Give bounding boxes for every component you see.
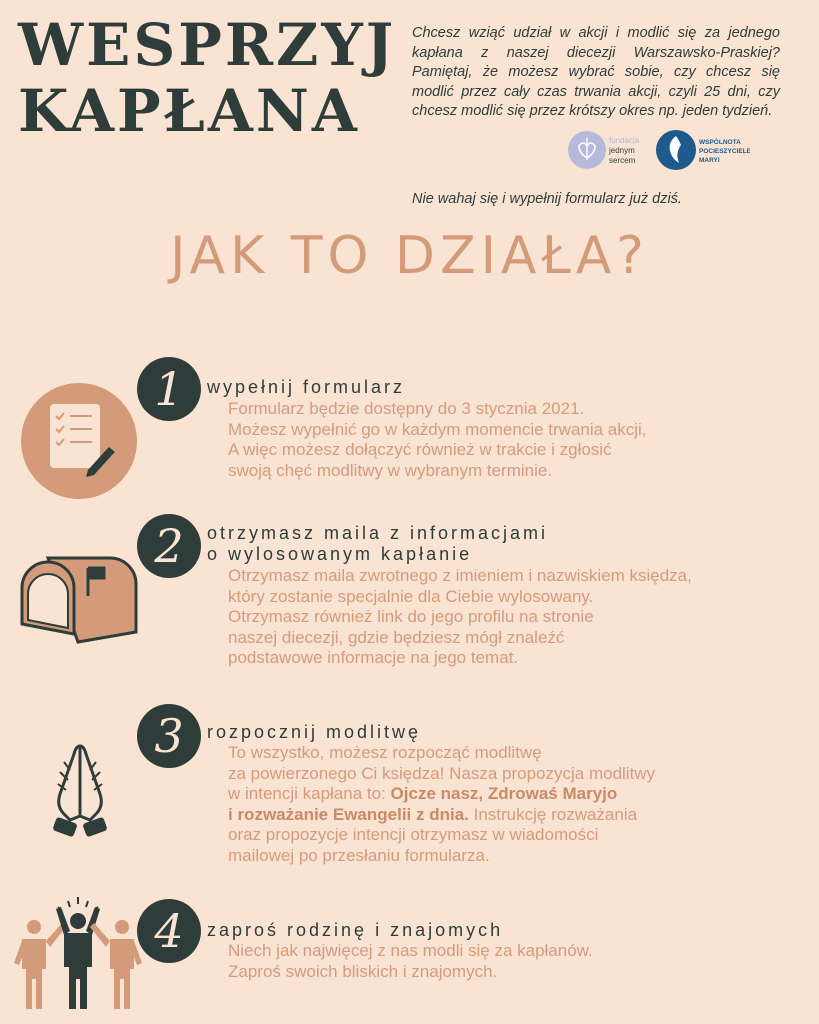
logo-fundacja: [567, 130, 647, 170]
step-2-body: [228, 566, 692, 669]
step-2-line: który zostanie specjalnie dla Ciebie wylosowany.: [228, 586, 594, 606]
people-icon: [12, 895, 144, 1018]
form-icon: [20, 382, 138, 505]
step-1-line: Formularz będzie dostępny do 3 stycznia 2021.: [228, 399, 585, 418]
step-4-title: zaproś rodzinę i znajomych: [207, 920, 504, 940]
mailbox-icon: [18, 548, 140, 649]
step-3-line: za powierzonego Ci księdza! Nasza propozycja modlitwy: [228, 763, 656, 783]
step-3-body: [228, 743, 655, 866]
heart-logo-icon: [567, 130, 647, 170]
step-1-line: swoją chęć modlitwy w wybranym terminie.: [228, 460, 553, 480]
step-2-line: Otrzymasz maila zwrotnego z imieniem i nazwiskiem księdza,: [228, 566, 692, 585]
logo1-text-1: fundacja: [609, 136, 640, 145]
step-2-line: naszej diecezji, gdzie będziesz mógł znaleźć: [228, 627, 565, 647]
step-3-line: To wszystko, możesz rozpocząć modlitwę: [228, 743, 542, 762]
step-3-text: Instrukcję rozważania: [468, 804, 638, 824]
mary-logo-icon: [655, 129, 750, 171]
step-3-line: [228, 784, 655, 805]
step-3-text: w intencji kapłana to:: [228, 784, 391, 803]
step-4-body: [228, 941, 593, 982]
step-1-line: Możesz wypełnić go w każdym momencie trwania akcji,: [228, 419, 647, 439]
step-1-line: A więc możesz dołączyć również w trakcie i zgłosić: [228, 440, 612, 459]
title-line-1: WESPRZYJ: [18, 11, 397, 79]
step-3-bold: i rozważanie Ewangelii z dnia.: [228, 804, 469, 824]
step-4-line: Zaproś swoich bliskich i znajomych.: [228, 961, 498, 981]
step-3-line: mailowej po przesłaniu formularza.: [228, 845, 490, 865]
step-2-title-line: otrzymasz maila z informacjami: [207, 523, 549, 543]
logo2-text-2: POCIESZYCIELE: [699, 148, 750, 155]
step-3-number: 3: [137, 704, 201, 768]
intro-text: Chcesz wziąć udział w akcji i modlić się za jednego kapłana z naszej diecezji Warszawsko-Praskiej? Pamiętaj, że możesz wybrać sobie, czy chcesz się modlić przez cały czas trwania akcji, czyli 25 dni, czy chcesz modlić się przez krótszy okres np. jeden tydzień.: [412, 25, 780, 119]
step-4-line: Niech jak najwięcej z nas modli się za kapłanów.: [228, 941, 593, 960]
logo-wspolnota: [655, 129, 750, 171]
praying-hands-icon: [40, 740, 120, 845]
step-2-number: 2: [137, 514, 201, 578]
step-3-line: [228, 805, 655, 826]
step-3-line: oraz propozycje intencji otrzymasz w wiadomości: [228, 825, 599, 844]
step-3-title: rozpocznij modlitwę: [207, 722, 422, 742]
logo1-text-3: sercem: [609, 156, 636, 165]
step-2-line: Otrzymasz również link do jego profilu na stronie: [228, 607, 594, 626]
call-to-action: Nie wahaj się i wypełnij formularz już dziś.: [412, 191, 682, 207]
step-2-title-line: o wylosowanym kapłanie: [207, 544, 473, 564]
logo2-text-3: MARYI: [699, 157, 720, 164]
step-1-title: wypełnij formularz: [207, 377, 406, 397]
page-title: [18, 11, 397, 145]
section-heading: JAK TO DZIAŁA?: [170, 226, 649, 286]
step-1-number: 1: [137, 357, 201, 421]
step-2-line: podstawowe informacje na jego temat.: [228, 648, 519, 667]
step-4-number: 4: [137, 899, 201, 963]
logo1-text-2: jednym: [609, 146, 635, 155]
title-line-2: KAPŁANA: [18, 77, 360, 145]
step-3-bold: Ojcze nasz, Zdrowaś Maryjo: [390, 784, 618, 803]
step-1-body: [228, 399, 647, 481]
logo2-text-1: WSPÓLNOTA: [699, 139, 741, 146]
step-2-title: [207, 523, 548, 565]
